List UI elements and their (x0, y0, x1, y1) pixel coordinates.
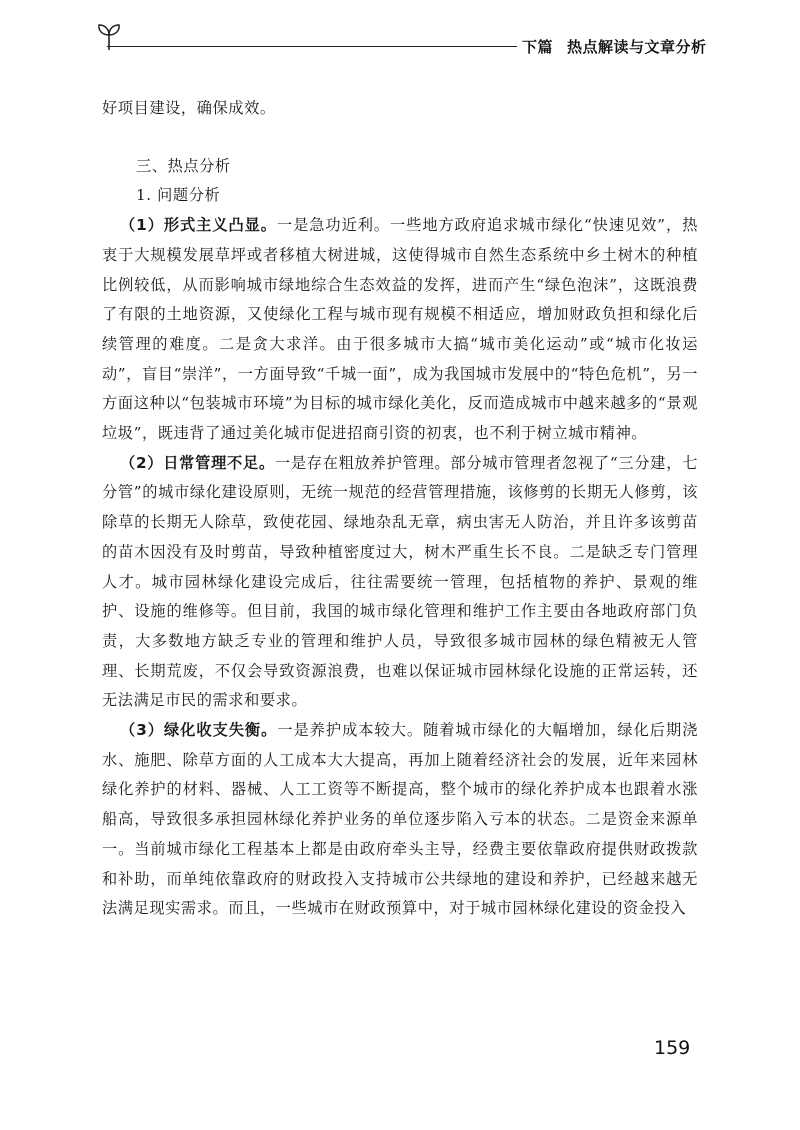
paragraph-1-lead: （1）形式主义凸显。 (120, 216, 277, 235)
paragraph-2 (102, 449, 698, 716)
running-header (522, 36, 707, 57)
page-body (102, 94, 698, 924)
paragraph-1-text: 一是急功近利。一些地方政府追求城市绿化“快速见效”，热衷于大规模发展草坪或者移植大树进城，这使得城市自然生态系统中乡土树木的种植比例较低，从而影响城市绿地综合生态效益的发挥，进而产生“绿色泡沫”，这既浪费了有限的土地资源，又使绿化工程与城市现有规模不相适应，增加财政负担和绿化后续管理的难度。二是贪大求洋。由于很多城市大搞“城市美化运动”或“城市化妆运动”，盲目“崇洋”，一方面导致“千城一面”，成为我国城市发展中的“特色危机”，另一方面这种以“包装城市环境”为目标的城市绿化美化，反而造成城市中越来越多的“景观垃圾”，既违背了通过美化城市促进招商引资的初衷，也不利于树立城市精神。 (102, 216, 698, 443)
paragraph-2-lead: （2）日常管理不足。 (120, 453, 275, 472)
paragraph-3 (102, 716, 698, 924)
paragraph-2-text: 一是存在粗放养护管理。部分城市管理者忽视了“三分建，七分管”的城市绿化建设原则，无统一规范的经营管理措施，该修剪的长期无人修剪，该除草的长期无人除草，致使花园、绿地杂乱无章，病虫害无人防治，并且许多该剪苗的苗木因没有及时剪苗，导致种植密度过大，树木严重生长不良。二是缺乏专门管理人才。城市园林绿化建设完成后，往往需要统一管理，包括植物的养护、景观的维护、设施的维修等。但目前，我国的城市绿化管理和维护工作主要由各地政府部门负责，大多数地方缺乏专业的管理和维护人员，导致很多城市园林的绿色精被无人管理、长期荒废，不仅会导致资源浪费，也难以保证城市园林绿化设施的正常运转，还无法满足市民的需求和要求。 (102, 453, 698, 710)
sprout-icon (96, 22, 122, 52)
paragraph-3-text: 一是养护成本较大。随着城市绿化的大幅增加，绿化后期浇水、施肥、除草方面的人工成本大大提高，再加上随着经济社会的发展，近年来园林绿化养护的材料、器械、人工工资等不断提高，整个城市的绿化养护成本也跟着水涨船高，导致很多承担园林绿化养护业务的单位逐步陷入亏本的状态。二是资金来源单一。当前城市绿化工程基本上都是由政府牵头主导，经费主要依靠政府提供财政拨款和补助，而单纯依靠政府的财政投入支持城市公共绿地的建设和养护，已经越来越无法满足现实需求。而且，一些城市在财政预算中，对于城市园林绿化建设的资金投入 (102, 721, 698, 918)
header-part: 下篇 (522, 38, 554, 56)
header-rule (107, 46, 517, 47)
header-title: 热点解读与文章分析 (567, 38, 707, 56)
subheading: 1. 问题分析 (136, 186, 221, 205)
continued-line: 好项目建设，确保成效。 (102, 99, 276, 117)
paragraph-1 (102, 211, 698, 449)
section-heading: 三、热点分析 (136, 156, 231, 175)
page-number: 159 (654, 1037, 691, 1059)
paragraph-3-lead: （3）绿化收支失衡。 (120, 721, 278, 740)
